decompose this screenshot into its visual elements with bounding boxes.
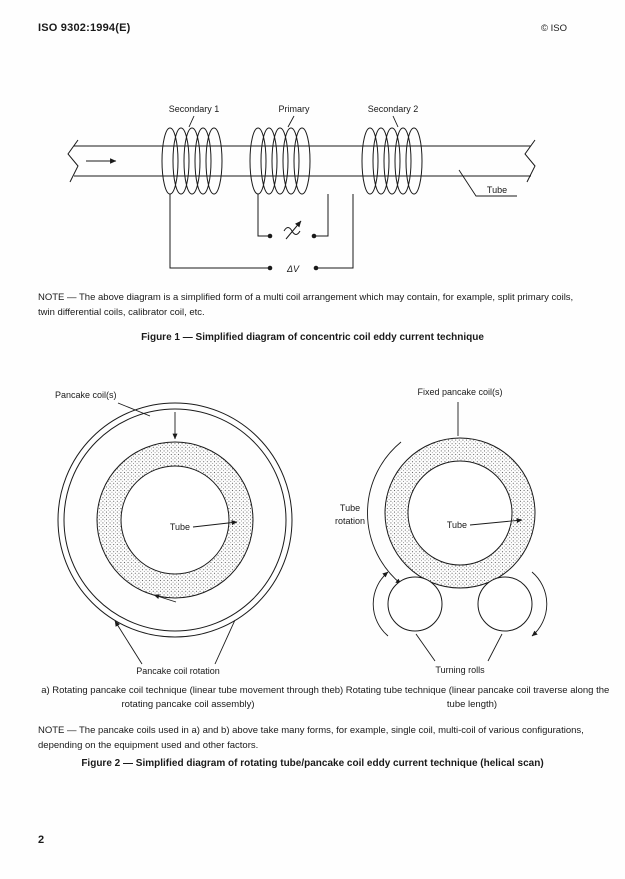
figure2b-caption: b) Rotating tube technique (linear pancake coil traverse along the tube length) — [334, 685, 610, 710]
coil-secondary-1 — [162, 128, 222, 194]
left-tube-label: Tube — [169, 522, 190, 532]
figure1-note: NOTE — The above diagram is a simplified form of a multi coil arrangement which may contain, for example, split primary coils, twin differential coils, calibrator coil, etc. — [38, 292, 574, 318]
rotation-pointer-right — [215, 620, 235, 664]
turning-roll-right — [478, 577, 532, 631]
publisher-mark: © ISO — [540, 23, 567, 34]
ac-source-arrow — [286, 221, 301, 239]
figure2a-caption: a) Rotating pancake coil technique (linear tube movement through the rotating pancake coil assembly) — [41, 685, 335, 710]
figure1-diagram — [60, 98, 565, 283]
roll-rotation-arrow-left — [373, 572, 388, 636]
turning-roll-left — [388, 577, 442, 631]
turning-rolls-label: Turning rolls — [435, 665, 485, 675]
pancake-coil-label: Pancake coil(s) — [55, 390, 117, 400]
primary-label: Primary — [278, 104, 310, 114]
right-tube-label: Tube — [446, 520, 467, 530]
figure2-caption: Figure 2 — Simplified diagram of rotating tube/pancake coil eddy current technique (helical scan) — [81, 758, 544, 769]
rolls-pointer-right — [488, 634, 502, 661]
fixed-pancake-coil-label: Fixed pancake coil(s) — [417, 387, 503, 397]
excitation-circuit — [170, 194, 353, 268]
rotating-pancake-coil-diagram — [55, 390, 292, 676]
figure2-diagram — [30, 378, 610, 680]
tube-label: Tube — [486, 185, 508, 195]
page-number: 2 — [38, 834, 45, 846]
coil-secondary-2 — [362, 128, 422, 194]
tube-rotation-label-2: rotation — [334, 516, 366, 526]
pancake-coil-pointer — [118, 403, 150, 416]
doc-id: ISO 9302:1994(E) — [38, 22, 131, 34]
delta-v-label: ΔV — [286, 264, 300, 274]
coil-primary — [250, 128, 310, 194]
label-pointer-lines — [189, 116, 517, 196]
secondary2-label: Secondary 2 — [367, 104, 419, 114]
rolls-pointer-left — [416, 634, 435, 661]
secondary1-label: Secondary 1 — [168, 104, 220, 114]
tube-rotation-label-1: Tube — [339, 503, 361, 513]
rotating-tube-diagram — [335, 387, 547, 675]
figure1-caption: Figure 1 — Simplified diagram of concentric coil eddy current technique — [141, 332, 484, 343]
figure2-note: NOTE — The pancake coils used in a) and b) above take many forms, for example, single coil, multi-coil of various configurations, depending on the equipment used and other factors. — [38, 725, 584, 751]
roll-rotation-arrow-right — [532, 572, 547, 636]
pancake-rotation-label: Pancake coil rotation — [136, 666, 220, 676]
ac-source-symbol — [284, 228, 300, 235]
tube-body — [68, 140, 535, 182]
